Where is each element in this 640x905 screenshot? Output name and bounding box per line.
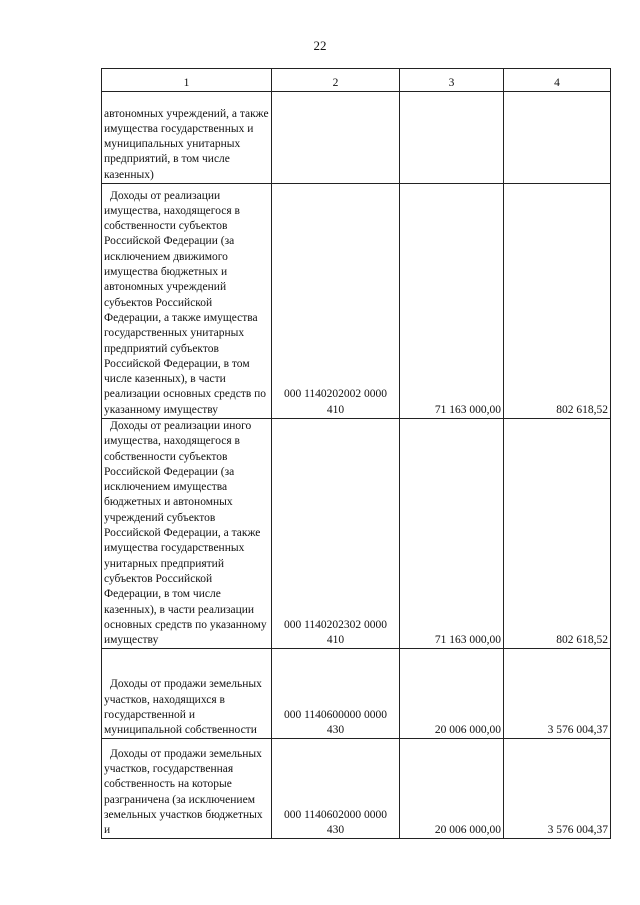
header-col-2: 2 — [272, 69, 400, 92]
revenue-table — [101, 68, 611, 839]
row-actual — [504, 92, 611, 184]
row-actual: 802 618,52 — [504, 419, 611, 649]
header-row — [102, 69, 611, 92]
row-code: 000 1140202002 0000 410 — [272, 184, 400, 419]
row-code: 000 1140602000 0000 430 — [272, 739, 400, 839]
page-number: 22 — [313, 38, 327, 53]
header-col-3: 3 — [400, 69, 504, 92]
table-row — [102, 92, 611, 184]
row-plan — [400, 92, 504, 184]
row-actual: 3 576 004,37 — [504, 649, 611, 739]
header-col-4: 4 — [504, 69, 611, 92]
row-plan: 71 163 000,00 — [400, 419, 504, 649]
header-col-1: 1 — [102, 69, 272, 92]
row-plan: 20 006 000,00 — [400, 649, 504, 739]
row-code: 000 1140202302 0000 410 — [272, 419, 400, 649]
row-description: автономных учреждений, а также имущества государственных и муниципальных унитарных предприятий, в том числе казенных) — [102, 92, 272, 184]
table-row — [102, 739, 611, 839]
row-actual: 3 576 004,37 — [504, 739, 611, 839]
row-description: Доходы от реализации имущества, находящегося в собственности субъектов Российской Федерации (за исключением движимого имущества бюджетных и автономных учреждений субъектов Российской Федерации, а также имущества государственных унитарных предприятий субъектов Российской Федерации, в том числе казенных), в части реализации основных средств по указанному имуществу — [102, 184, 272, 419]
row-description: Доходы от продажи земельных участков, государственная собственность на которые разграничена (за исключением земельных участков бюджетных и — [102, 739, 272, 839]
table-row — [102, 419, 611, 649]
row-description: Доходы от продажи земельных участков, находящихся в государственной и муниципальной собственности — [102, 649, 272, 739]
table-row — [102, 649, 611, 739]
row-plan: 71 163 000,00 — [400, 184, 504, 419]
row-plan: 20 006 000,00 — [400, 739, 504, 839]
row-code: 000 1140600000 0000 430 — [272, 649, 400, 739]
row-actual: 802 618,52 — [504, 184, 611, 419]
table-row — [102, 184, 611, 419]
row-code — [272, 92, 400, 184]
row-description: Доходы от реализации иного имущества, находящегося в собственности субъектов Российской Федерации (за исключением имущества бюджетных и автономных учреждений субъектов Российской Федерации, а также имущества государственных унитарных предприятий субъектов Российской Федерации, в том числе казенных), в части реализации основных средств по указанному имуществу — [102, 419, 272, 649]
